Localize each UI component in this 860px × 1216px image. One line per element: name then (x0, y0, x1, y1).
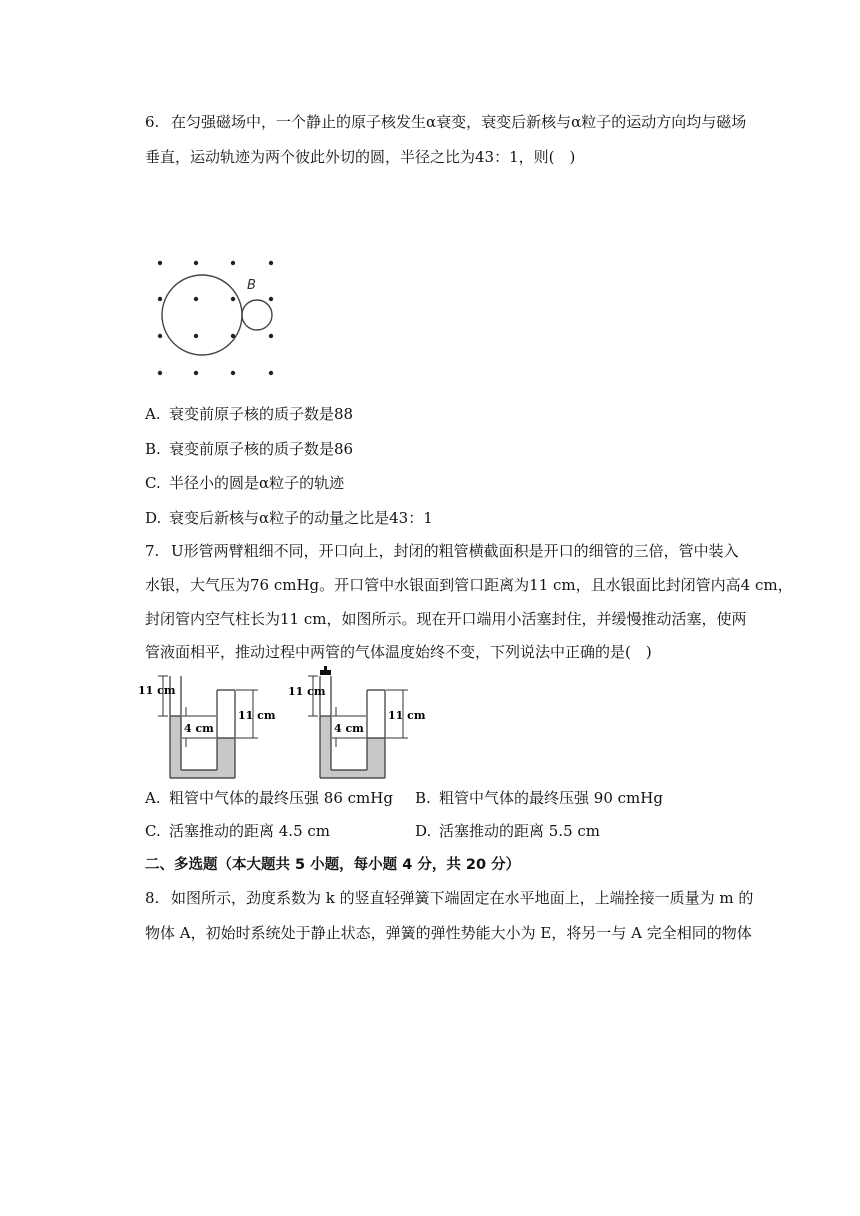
q7-stem-line2: 水银，大气压为76 cmHg。开口管中水银面到管口距离为11 cm，且水银面比封闭管内高4 cm， (145, 576, 793, 594)
q8-stem-text-1: 如图所示，劲度系数为 k 的竖直轻弹簧下端固定在水平地面上，上端拴接一质量为 m 的 (171, 889, 754, 907)
small-trajectory-circle (242, 300, 272, 330)
q8-number: 8. (145, 889, 160, 907)
dim-label-right-11cm: 11 cm (388, 709, 426, 722)
q6-stem-text-1: 在匀强磁场中，一个静止的原子核发生α衰变，衰变后新核与α粒子的运动方向均与磁场 (171, 113, 747, 131)
q6-number: 6. (145, 113, 160, 131)
q7-option-d[interactable]: D. 活塞推动的距离 5.5 cm (415, 822, 601, 840)
dim-label-4cm: 4 cm (184, 722, 214, 735)
q7-stem-line4: 管液面相平，推动过程中两管的气体温度始终不变，下列说法中正确的是( ) (145, 643, 652, 661)
q6-option-b[interactable]: B. 衰变前原子核的质子数是86 (145, 440, 354, 458)
large-trajectory-circle (162, 275, 242, 355)
q7-stem-text-1: U形管两臂粗细不同，开口向上，封闭的粗管横截面积是开口的细管的三倍，管中装入 (171, 542, 739, 560)
q8-stem-line2: 物体 A，初始时系统处于静止状态，弹簧的弹性势能大小为 E，将另一与 A 完全相同的物体 (145, 924, 752, 942)
q6-option-a[interactable]: A. 衰变前原子核的质子数是88 (145, 405, 354, 423)
dim-label-left-11cm: 11 cm (138, 684, 176, 697)
q6-option-c[interactable]: C. 半径小的圆是α粒子的轨迹 (145, 474, 345, 492)
q6-stem-line2: 垂直，运动轨迹为两个彼此外切的圆，半径之比为43：1，则( ) (145, 148, 576, 166)
section-heading-multiple-choice: 二、多选题（本大题共 5 小题，每小题 4 分，共 20 分） (145, 857, 521, 873)
q7-option-a[interactable]: A. 粗管中气体的最终压强 86 cmHg (145, 789, 393, 807)
dim-label-right-11cm: 11 cm (238, 709, 276, 722)
piston-rod (324, 666, 327, 671)
field-label-b: B (247, 278, 256, 293)
q7-u-tube-figure-initial (138, 676, 278, 784)
dim-label-left-11cm: 11 cm (288, 685, 326, 698)
q6-option-d[interactable]: D. 衰变后新核与α粒子的动量之比是43：1 (145, 509, 433, 527)
dim-label-4cm: 4 cm (334, 722, 364, 735)
q7-number: 7. (145, 542, 160, 560)
q7-option-c[interactable]: C. 活塞推动的距离 4.5 cm (145, 822, 331, 840)
q7-u-tube-figure-piston (287, 666, 427, 784)
q6-stem-line1 (145, 112, 746, 132)
q7-stem-line3: 封闭管内空气柱长为11 cm，如图所示。现在开口端用小活塞封住，并缓慢推动活塞，使两 (145, 610, 747, 628)
q6-magnetic-field-figure (150, 255, 280, 380)
q7-option-b[interactable]: B. 粗管中气体的最终压强 90 cmHg (415, 789, 663, 807)
q7-stem-line1 (145, 541, 739, 561)
q8-stem-line1 (145, 888, 753, 908)
